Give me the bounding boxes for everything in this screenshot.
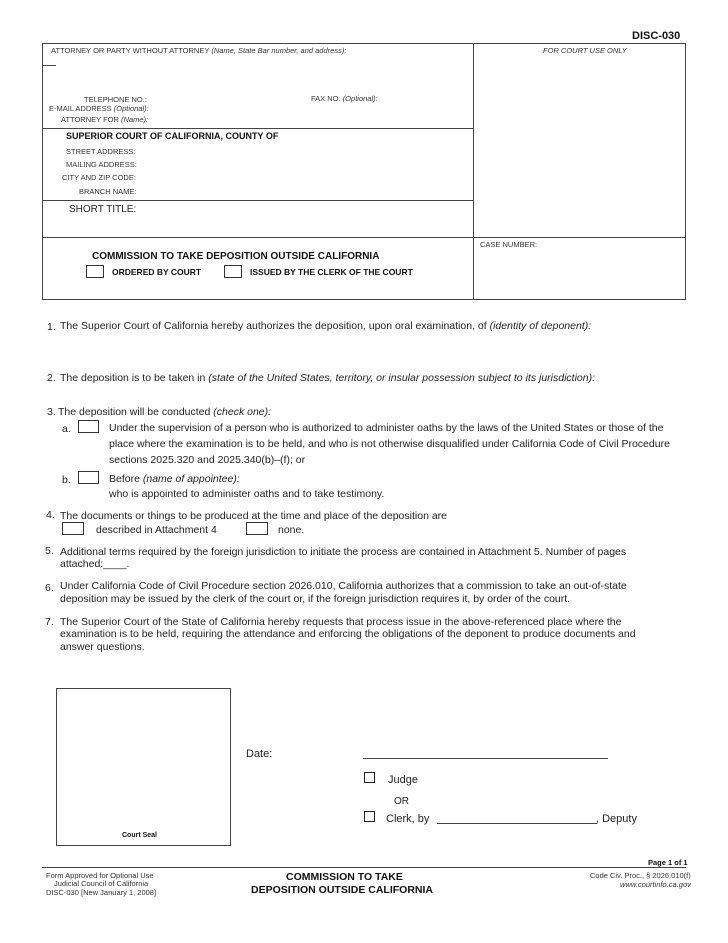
clerk-label: Clerk, by [386,813,430,825]
item-6-line-2: deposition may be issued by the clerk of the court or, if the foreign jurisdiction requires it, by order of the court. [60,593,571,605]
issued-label: ISSUED BY THE CLERK OF THE COURT [250,267,413,277]
item-3-text: The deposition will be conducted (check one): [58,406,272,418]
issued-checkbox[interactable] [224,265,242,278]
mailing-label: MAILING ADDRESS: [66,160,137,169]
attorney-for-label: ATTORNEY FOR (Name): [61,115,149,124]
item-1-text: The Superior Court of California hereby authorizes the deposition, upon oral examination, of (identity of deponent): [60,320,592,332]
item-7-number: 7. [45,616,54,628]
city-label: CITY AND ZIP CODE: [62,173,136,182]
date-line[interactable] [363,758,608,759]
item-7-line-3: answer questions. [60,641,145,653]
item-3-number: 3. [47,406,56,418]
item-5-line-2: attached:____. [60,558,130,570]
item-2-number: 2. [47,372,56,384]
attorney-label: ATTORNEY OR PARTY WITHOUT ATTORNEY (Name, State Bar number, and address): [51,46,347,55]
court-seal-box [56,688,231,846]
fax-label: FAX NO. (Optional): [311,94,378,103]
ordered-checkbox[interactable] [86,265,104,278]
item-5-line-1: Additional terms required by the foreign jurisdiction to initiate the process are contained in Attachment 5. Number of pages [60,546,627,558]
item-3b-label: b. [62,474,71,486]
street-label: STREET ADDRESS: [66,147,136,156]
court-use-label: FOR COURT USE ONLY [543,46,627,55]
item-4-number: 4. [46,509,55,521]
clerk-checkbox[interactable] [364,811,375,822]
item-3b-line-1: Before (name of appointee): [109,473,240,485]
item-6-number: 6. [45,582,54,594]
item-3b-line-2: who is appointed to administer oaths and to take testimony. [109,488,385,500]
telephone-label: TELEPHONE NO.: [84,95,147,104]
or-label: OR [394,796,409,807]
caption-divider [473,43,474,300]
approved-line-2: Judicial Council of California [54,879,149,888]
footer-rule [42,867,686,868]
item-5-number: 5. [45,545,54,557]
item-4-none-checkbox[interactable] [246,522,268,535]
item-1-number: 1. [47,321,56,333]
attorney-blank-mark [42,65,56,66]
case-number-label: CASE NUMBER: [480,240,538,249]
judge-checkbox[interactable] [364,772,375,783]
item-3a-checkbox[interactable] [78,420,99,433]
clerk-signature-line[interactable] [437,823,597,824]
item-2-text: The deposition is to be taken in (state of the United States, territory, or insular possession subject to its jurisdiction): [60,372,596,384]
divider-1 [42,128,474,129]
deputy-label: , Deputy [596,813,637,825]
short-title-label: SHORT TITLE: [69,204,137,215]
date-label: Date: [246,748,273,760]
item-4-attachment-checkbox[interactable] [62,522,84,535]
courtinfo-link[interactable]: www.courtinfo.ca.gov [620,880,691,889]
item-7-line-2: examination is to be held, requiring the attendance and enforcing the obligations of the deponent to produce documents and [60,628,636,640]
item-4-none-label: none. [278,524,305,536]
item-6-line-1: Under California Code of Civil Procedure section 2026.010, California authorizes that a commission to take an out-of-state [60,580,627,592]
code-citation: Code Civ. Proc., § 2026.010(f) [590,871,691,880]
judge-label: Judge [388,774,418,786]
page-number: Page 1 of 1 [648,858,688,867]
item-3a-line-3: sections 2025.320 and 2025.340(b)–(f); or [109,454,306,466]
branch-label: BRANCH NAME: [79,187,137,196]
footer-title-2: DEPOSITION OUTSIDE CALIFORNIA [251,884,434,896]
court-name: SUPERIOR COURT OF CALIFORNIA, COUNTY OF [66,131,279,141]
form-id: DISC-030 [632,30,681,42]
item-3b-checkbox[interactable] [78,471,99,484]
item-3a-label: a. [62,423,71,435]
approved-line-3: DISC-030 [New January 1, 2008] [46,888,157,897]
item-7-line-1: The Superior Court of the State of California hereby requests that process issue in the above-referenced place where the [60,616,622,628]
item-4-text: The documents or things to be produced at the time and place of the deposition are [60,510,447,522]
email-label: E-MAIL ADDRESS (Optional): [49,104,149,113]
approved-line-1: Form Approved for Optional Use [46,871,154,880]
court-seal-label: Court Seal [122,832,158,839]
item-3a-line-2: place where the examination is to be held, and who is not otherwise disqualified under California Code of Civil Procedure [109,438,670,450]
item-3a-line-1: Under the supervision of a person who is authorized to administer oaths by the laws of the United States or those of the [109,422,664,434]
ordered-label: ORDERED BY COURT [112,267,202,277]
divider-2 [42,200,474,201]
divider-3 [42,237,686,238]
document-title: COMMISSION TO TAKE DEPOSITION OUTSIDE CALIFORNIA [92,251,380,262]
footer-title-1: COMMISSION TO TAKE [286,871,403,883]
item-4-attachment-label: described in Attachment 4 [96,524,217,536]
